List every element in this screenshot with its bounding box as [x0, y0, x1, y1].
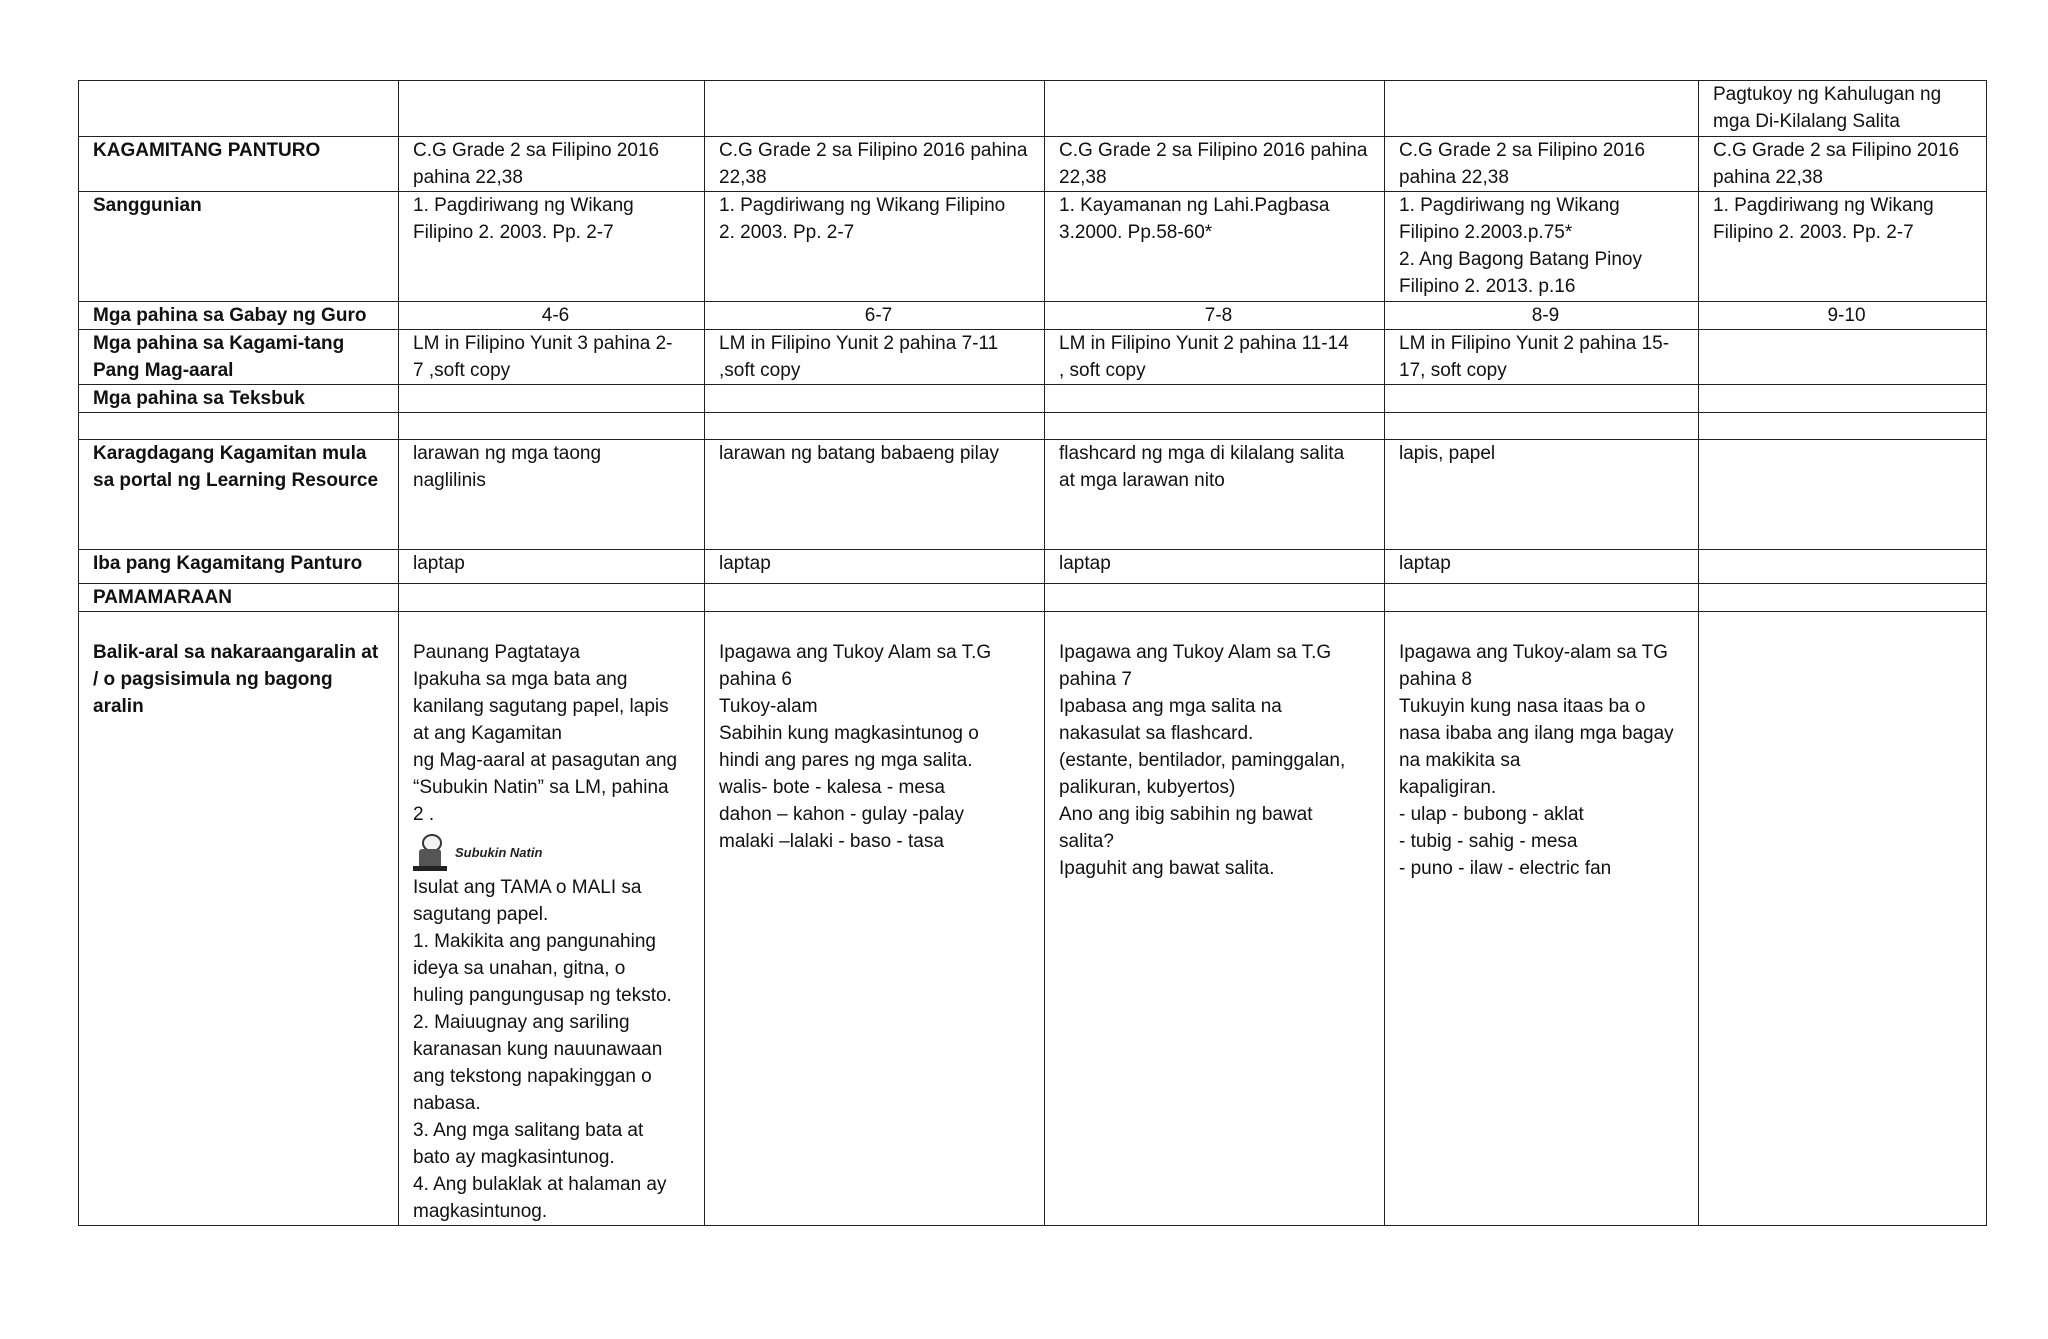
row-label-kagamitang-panturo: KAGAMITANG PANTURO: [79, 137, 399, 192]
text-line: nakasulat sa flashcard.: [1059, 723, 1254, 744]
text-line: 2 .: [413, 804, 435, 825]
cell-lm-day1: [399, 330, 705, 385]
text-line: LM in Filipino Yunit 2 pahina 15-: [1399, 333, 1670, 354]
text-line: flashcard ng mga di kilalang salita: [1059, 443, 1345, 464]
cell-gabay-day5: 9-10: [1699, 302, 1987, 330]
text-line: 22,38: [719, 167, 767, 188]
cell-karagdagang-day2: [705, 440, 1045, 550]
text-line: Filipino 2. 2003. Pp. 2-7: [1713, 222, 1914, 243]
row-label-iba-pang-kagamitan: Iba pang Kagamitang Panturo: [79, 550, 399, 584]
text-line: Ipagawa ang Tukoy Alam sa T.G: [719, 642, 992, 663]
cell-empty: [399, 385, 705, 413]
text-line: at mga larawan nito: [1059, 470, 1225, 491]
text-line: Isulat ang TAMA o MALI sa: [413, 877, 642, 898]
cell-empty: [705, 385, 1045, 413]
text-line: 4. Ang bulaklak at halaman ay: [413, 1174, 667, 1195]
text-line: ang tekstong napakinggan o: [413, 1066, 652, 1087]
text-line: (estante, bentilador, paminggalan,: [1059, 750, 1346, 771]
cell-lm-day2: [705, 330, 1045, 385]
cell-sanggunian-day2: [705, 192, 1045, 302]
text-line: nabasa.: [413, 1093, 481, 1114]
cell-karagdagang-day5: [1699, 440, 1987, 550]
text-line: aralin: [93, 696, 144, 717]
cell-kagamitang-day2: [705, 137, 1045, 192]
text-line: 1. Kayamanan ng Lahi.Pagbasa: [1059, 195, 1330, 216]
cell-empty: [1385, 385, 1699, 413]
text-line: 2. Maiuugnay ang sariling: [413, 1012, 630, 1033]
text-line: 1. Pagdiriwang ng Wikang: [1713, 195, 1934, 216]
text-line: 2. 2003. Pp. 2-7: [719, 222, 855, 243]
cell-iba-day5: [1699, 550, 1987, 584]
cell-iba-day4: laptap: [1385, 550, 1699, 584]
cell-lm-day4: [1385, 330, 1699, 385]
cell-empty: [1699, 385, 1987, 413]
cell-karagdagang-day4: [1385, 440, 1699, 550]
cell-sanggunian-day5: [1699, 192, 1987, 302]
text-line: 3.2000. Pp.58-60*: [1059, 222, 1213, 243]
table-row-top: [79, 81, 1987, 137]
text-line: LM in Filipino Yunit 2 pahina 11-14: [1059, 333, 1349, 354]
text-line: hindi ang pares ng mga salita.: [719, 750, 973, 771]
text-line: “Subukin Natin” sa LM, pahina: [413, 777, 669, 798]
table-row-karagdagang-kagamitan: [79, 440, 1987, 550]
text-line: pahina 22,38: [413, 167, 523, 188]
cell-kagamitang-day4: [1385, 137, 1699, 192]
cell-empty: [705, 584, 1045, 612]
cell-iba-day2: laptap: [705, 550, 1045, 584]
text-line: C.G Grade 2 sa Filipino 2016: [1713, 140, 1960, 161]
cell-empty: [1699, 584, 1987, 612]
text-line: ,soft copy: [719, 360, 801, 381]
text-line: Ipabasa ang mga salita na: [1059, 696, 1282, 717]
cell-empty: [1385, 81, 1699, 137]
text-line: Balik-aral sa nakaraangaralin at: [93, 642, 379, 663]
cell-empty: [79, 81, 399, 137]
text-line: ideya sa unahan, gitna, o: [413, 958, 626, 979]
text-line: Mga pahina sa Kagami-tang: [93, 333, 345, 354]
text-line: Filipino 2.2003.p.75*: [1399, 222, 1573, 243]
subukin-natin-label: Subukin Natin: [455, 844, 543, 860]
text-line: Pagtukoy ng Kahulugan ng: [1713, 84, 1942, 105]
cell-iba-day3: laptap: [1045, 550, 1385, 584]
text-line: larawan ng batang babaeng pilay: [719, 443, 999, 464]
text-line: bato ay magkasintunog.: [413, 1147, 615, 1168]
row-label-teksbuk: Mga pahina sa Teksbuk: [79, 385, 399, 413]
text-line: kapaligiran.: [1399, 777, 1497, 798]
table-row-iba-pang-kagamitan: [79, 550, 1987, 584]
text-line: pahina 22,38: [1399, 167, 1509, 188]
text-line: sa portal ng Learning Resource: [93, 470, 379, 491]
text-line: Tukoy-alam: [719, 696, 818, 717]
text-line: 1. Makikita ang pangunahing: [413, 931, 656, 952]
cell-empty: [705, 81, 1045, 137]
table-row-gabay-ng-guro: [79, 302, 1987, 330]
text-line: Ipagawa ang Tukoy-alam sa TG: [1399, 642, 1668, 663]
text-line: huling pangungusap ng teksto.: [413, 985, 672, 1006]
text-line: ng Mag-aaral at pasagutan ang: [413, 750, 678, 771]
text-line: 1. Pagdiriwang ng Wikang Filipino: [719, 195, 1006, 216]
cell-empty: [1385, 413, 1699, 440]
row-label-balik-aral: [79, 612, 399, 1226]
text-line: pahina 7: [1059, 669, 1132, 690]
text-line: palikuran, kubyertos): [1059, 777, 1236, 798]
cell-empty: [1045, 413, 1385, 440]
table-row-empty: [79, 413, 1987, 440]
cell-empty: [1385, 584, 1699, 612]
cell-gabay-day3: 7-8: [1045, 302, 1385, 330]
text-line: C.G Grade 2 sa Filipino 2016: [1399, 140, 1646, 161]
cell-empty: [1045, 584, 1385, 612]
text-line: Ipaguhit ang bawat salita.: [1059, 858, 1275, 879]
cell-empty: [399, 584, 705, 612]
text-line: 17, soft copy: [1399, 360, 1507, 381]
text-line: nasa ibaba ang ilang mga bagay: [1399, 723, 1674, 744]
subukin-natin-banner: [413, 830, 698, 874]
cell-kagamitang-day1: [399, 137, 705, 192]
text-line: walis- bote - kalesa - mesa: [719, 777, 945, 798]
cell-gabay-day4: 8-9: [1385, 302, 1699, 330]
text-line: C.G Grade 2 sa Filipino 2016: [413, 140, 660, 161]
cell-empty: [1045, 385, 1385, 413]
cell-karagdagang-day1: [399, 440, 705, 550]
text-line: 1. Pagdiriwang ng Wikang: [413, 195, 634, 216]
cell-sanggunian-day3: [1045, 192, 1385, 302]
cell-balik-aral-day5: [1699, 612, 1987, 1226]
table-row-sanggunian: [79, 192, 1987, 302]
row-label-pamamaraan: PAMAMARAAN: [79, 584, 399, 612]
cell-empty: [1045, 81, 1385, 137]
cell-sanggunian-day1: [399, 192, 705, 302]
text-line: / o pagsisimula ng bagong: [93, 669, 333, 690]
text-line: 7 ,soft copy: [413, 360, 511, 381]
table-row-pamamaraan: [79, 584, 1987, 612]
cell-empty: [1699, 413, 1987, 440]
text-line: pahina 6: [719, 669, 792, 690]
text-line: - puno - ilaw - electric fan: [1399, 858, 1612, 879]
text-line: , soft copy: [1059, 360, 1146, 381]
text-line: Ipakuha sa mga bata ang: [413, 669, 628, 690]
text-line: malaki –lalaki - baso - tasa: [719, 831, 944, 852]
cell-gabay-day2: 6-7: [705, 302, 1045, 330]
table-row-teksbuk: [79, 385, 1987, 413]
text-line: C.G Grade 2 sa Filipino 2016 pahina: [1059, 140, 1368, 161]
text-line: Paunang Pagtataya: [413, 642, 580, 663]
cell-empty: [79, 413, 399, 440]
text-line: kanilang sagutang papel, lapis: [413, 696, 669, 717]
text-line: LM in Filipino Yunit 3 pahina 2-: [413, 333, 673, 354]
cell-empty: [399, 413, 705, 440]
student-reading-icon: [413, 832, 447, 872]
cell-balik-aral-day1: [399, 612, 705, 1226]
row-label-karagdagang-kagamitan: [79, 440, 399, 550]
row-label-kagamitang-pang-mag-aaral: [79, 330, 399, 385]
cell-gabay-day1: 4-6: [399, 302, 705, 330]
text-line: - ulap - bubong - aklat: [1399, 804, 1584, 825]
text-line: Filipino 2. 2003. Pp. 2-7: [413, 222, 614, 243]
cell-empty: [705, 413, 1045, 440]
text-line: naglilinis: [413, 470, 486, 491]
text-line: larawan ng mga taong: [413, 443, 602, 464]
text-line: magkasintunog.: [413, 1201, 548, 1222]
cell-balik-aral-day4: [1385, 612, 1699, 1226]
cell-karagdagang-day3: [1045, 440, 1385, 550]
text-line: 2. Ang Bagong Batang Pinoy: [1399, 249, 1642, 270]
text-line: Ipagawa ang Tukoy Alam sa T.G: [1059, 642, 1332, 663]
text-line: Karagdagang Kagamitan mula: [93, 443, 367, 464]
text-line: Tukuyin kung nasa itaas ba o: [1399, 696, 1646, 717]
text-line: 22,38: [1059, 167, 1107, 188]
cell-empty: [399, 81, 705, 137]
text-line: mga Di-Kilalang Salita: [1713, 111, 1900, 132]
text-line: dahon – kahon - gulay -palay: [719, 804, 965, 825]
lesson-plan-table: [78, 80, 1987, 1226]
text-line: 1. Pagdiriwang ng Wikang: [1399, 195, 1620, 216]
table-row-kagamitang-pang-mag-aaral: [79, 330, 1987, 385]
cell-iba-day1: laptap: [399, 550, 705, 584]
text-line: - tubig - sahig - mesa: [1399, 831, 1578, 852]
text-line: pahina 8: [1399, 669, 1472, 690]
text-line: LM in Filipino Yunit 2 pahina 7-11: [719, 333, 999, 354]
row-label-sanggunian: Sanggunian: [79, 192, 399, 302]
text-line: Pang Mag-aaral: [93, 360, 234, 381]
text-line: karanasan kung nauunawaan: [413, 1039, 663, 1060]
text-line: Filipino 2. 2013. p.16: [1399, 276, 1576, 297]
cell-topic-day5: [1699, 81, 1987, 137]
text-line: sagutang papel.: [413, 904, 549, 925]
row-label-gabay-ng-guro: Mga pahina sa Gabay ng Guro: [79, 302, 399, 330]
text-line: at ang Kagamitan: [413, 723, 562, 744]
text-line: na makikita sa: [1399, 750, 1521, 771]
text-line: C.G Grade 2 sa Filipino 2016 pahina: [719, 140, 1028, 161]
text-line: salita?: [1059, 831, 1114, 852]
cell-sanggunian-day4: [1385, 192, 1699, 302]
text-line: lapis, papel: [1399, 443, 1496, 464]
text-line: pahina 22,38: [1713, 167, 1823, 188]
cell-lm-day3: [1045, 330, 1385, 385]
cell-kagamitang-day5: [1699, 137, 1987, 192]
cell-balik-aral-day3: [1045, 612, 1385, 1226]
cell-balik-aral-day2: [705, 612, 1045, 1226]
cell-lm-day5: [1699, 330, 1987, 385]
text-line: Sabihin kung magkasintunog o: [719, 723, 979, 744]
text-line: 3. Ang mga salitang bata at: [413, 1120, 644, 1141]
text-line: Ano ang ibig sabihin ng bawat: [1059, 804, 1313, 825]
table-row-kagamitang-panturo: [79, 137, 1987, 192]
table-row-balik-aral: [79, 612, 1987, 1226]
cell-kagamitang-day3: [1045, 137, 1385, 192]
